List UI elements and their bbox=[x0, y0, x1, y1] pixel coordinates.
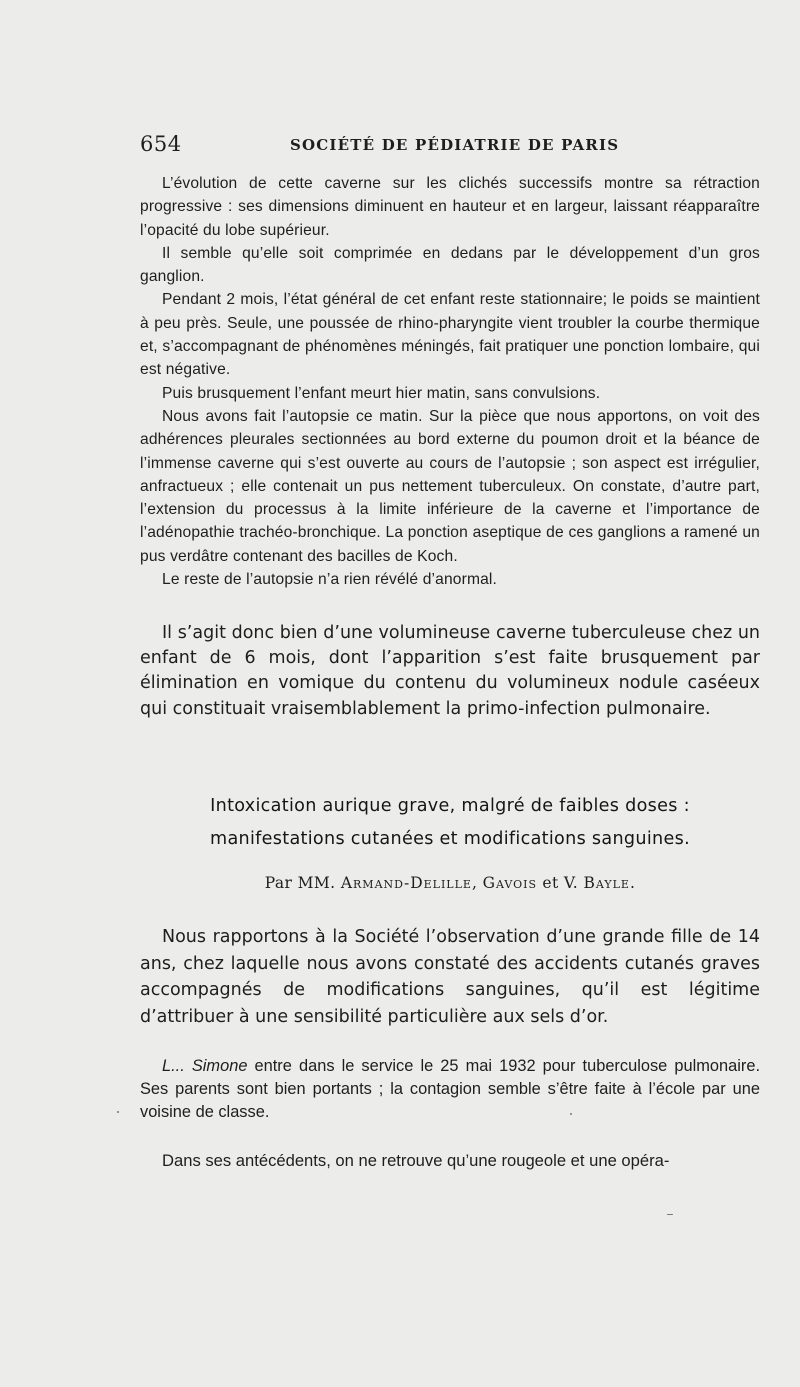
page-number: 654 bbox=[140, 132, 182, 156]
paragraph: Il semble qu’elle soit comprimée en dedans par le développement d’un gros ganglion. bbox=[140, 244, 760, 286]
paragraph: Nous avons fait l’autopsie ce matin. Sur la pièce que nous apportons, on voit des adhérences pleurales sectionnées au bord externe du poumon droit et la béance de l’immense caverne qui s’est ouverte au cours de l’autopsie ; son aspect est irrégulier, anfractueux ; elle contenait un pus nettement tuberculeux. On constate, d’autre part, l’extension du processus à la limite inférieure de la caverne et l’importance de l’adénopathie trachéo-bronchique. La ponction aseptique de ces ganglions a ramené un pus verdâtre contenant des bacilles de Koch. bbox=[140, 407, 760, 565]
case-report-block bbox=[140, 1055, 760, 1123]
print-speck bbox=[117, 1111, 119, 1113]
patient-name: L... Simone bbox=[162, 1057, 248, 1075]
paragraph: L’évolution de cette caverne sur les clichés successifs montre sa rétraction progressive : ses dimensions diminuent en hauteur et en largeur, laissant réapparaître l’opacité du lobe supérieur. bbox=[140, 175, 760, 239]
paragraph: Puis brusquement l’enfant meurt hier matin, sans convulsions. bbox=[162, 384, 601, 402]
article-title bbox=[140, 790, 760, 856]
page-header bbox=[140, 132, 760, 162]
conclusion-block bbox=[140, 621, 760, 722]
article-authors: Par MM. Armand-Delille, Gavois et V. Bayle. bbox=[264, 874, 636, 892]
closing-line: Dans ses antécédents, on ne retrouve qu’une rougeole et une opéra- bbox=[162, 1151, 670, 1170]
article-title-line-1: Intoxication aurique grave, malgré de faibles doses : bbox=[210, 796, 690, 816]
article-intro: Nous rapportons à la Société l’observation d’une grande fille de 14 ans, chez laquelle nous avons constaté des accidents cutanés graves accompagnés de modifications sanguines, qu’il est légitime d’attribuer à une sensibilité particulière aux sels d’or. bbox=[140, 927, 760, 1027]
case-paragraph: L... Simone entre dans le service le 25 mai 1932 pour tuberculose pulmonaire. Ses parents sont bien portants ; la contagion semble s’être faite à l’école par une voisine de classe. bbox=[140, 1057, 760, 1121]
author-name: Armand-Delille bbox=[340, 874, 472, 892]
running-title: SOCIÉTÉ DE PÉDIATRIE DE PARIS bbox=[290, 136, 620, 154]
print-speck bbox=[570, 1113, 572, 1115]
case-continuation bbox=[140, 172, 760, 591]
paragraph: Pendant 2 mois, l’état général de cet enfant reste stationnaire; le poids se maintient à peu près. Seule, une poussée de rhino-pharyngite vient troubler la courbe thermique et, s’accompagnant de phénomènes méningés, fait pratiquer une ponction lombaire, qui est négative. bbox=[140, 291, 760, 379]
print-speck bbox=[667, 1214, 673, 1215]
conclusion-paragraph: Il s’agit donc bien d’une volumineuse caverne tuberculeuse chez un enfant de 6 mois, dont l’apparition s’est faite brusquement par élimination en vomique du contenu du volumineux nodule caséeux qui constituait vraisemblablement la primo-infection pulmonaire. bbox=[140, 623, 760, 719]
author-name: Gavois bbox=[482, 874, 538, 892]
author-name: Bayle bbox=[583, 874, 630, 892]
article-intro-block bbox=[140, 924, 760, 1030]
paragraph: Le reste de l’autopsie n’a rien révélé d’anormal. bbox=[162, 571, 498, 589]
article-title-line-2: manifestations cutanées et modifications sanguines. bbox=[210, 829, 690, 849]
